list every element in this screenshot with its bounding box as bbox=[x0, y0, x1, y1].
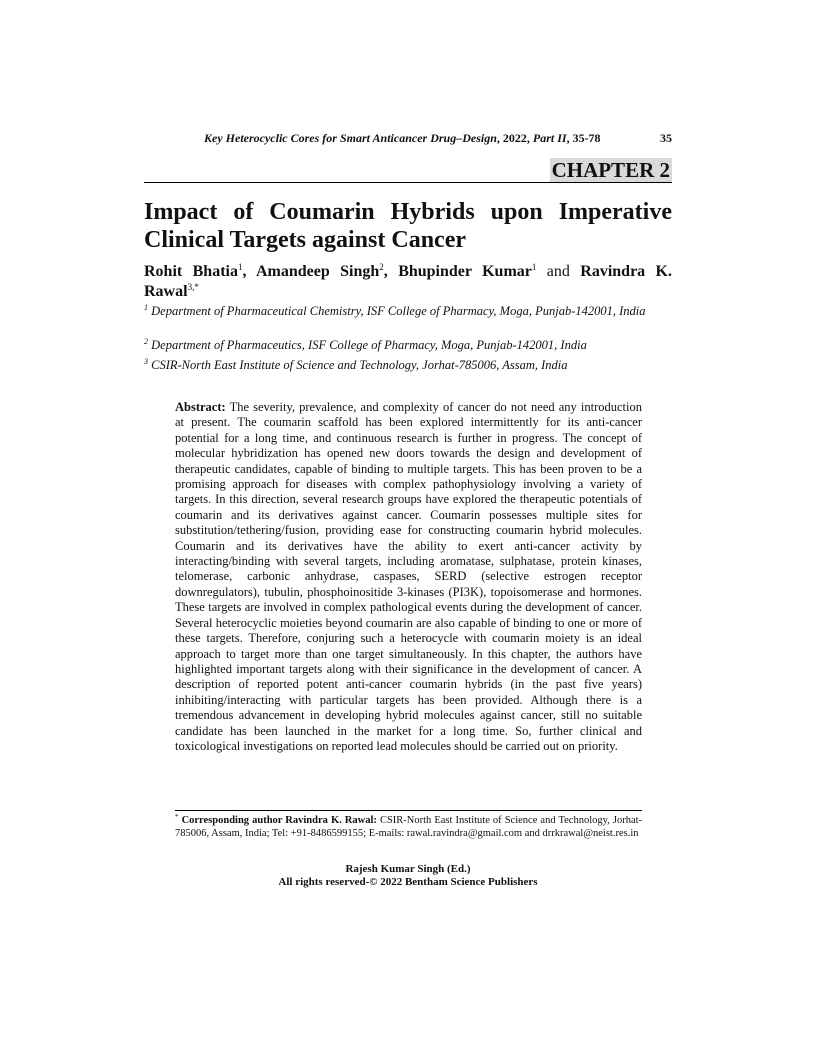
author-line-2 bbox=[144, 283, 199, 300]
abstract-label: Abstract: bbox=[175, 400, 226, 414]
affiliation-text: CSIR-North East Institute of Science and Technology, Jorhat-785006, Assam, India bbox=[151, 358, 568, 372]
book-title: Key Heterocyclic Cores for Smart Anticancer Drug–Design bbox=[204, 131, 497, 145]
author-name: Rohit Bhatia bbox=[144, 263, 238, 280]
footnote-text: CSIR-North East Institute of Science and Technology, Jorhat-785006, Assam, India; Tel: +91-8486599155; E-mails: rawal.ravindra@gmail.com and drrkrawal@neist.res.in bbox=[175, 815, 643, 840]
author-name: Ravindra K. bbox=[580, 263, 672, 280]
book-part: Part II bbox=[532, 131, 567, 145]
author-separator: , bbox=[383, 263, 399, 280]
corresponding-author-footnote bbox=[175, 814, 642, 841]
affiliation-mark: 2 bbox=[144, 337, 148, 346]
affiliation bbox=[144, 357, 672, 373]
abstract-text: The severity, prevalence, and complexity of cancer do not need any introduction at present. The coumarin scaffold has been explored intermittently for its anti-cancer potential for a long time, and continuous research is further in progress. The concept of molecular hybridization has opened new doors towards the design and development of therapeutic candidates, capable of binding to multiple targets. This has been proven to be a promising approach for diseases with complex pathophysiology involving a variety of targets. In this direction, several research groups have explored the therapeutic potentials of coumarin and its derivatives against cancer. Coumarin possesses multiple sites for substitution/tethering/fusion, providing ease for constructing coumarin hybrid molecules. Coumarin and its derivatives have the ability to exert anti-cancer activity by interacting/binding with several targets, including aromatase, sulphatase, protein kinases, telomerase, carbonic anhydrase, caspases, SERD (selective estrogen receptor downregulators), tubulin, phosphoinositide 3-kinases (PI3K), topoisomerase and hormones. These targets are involved in complex pathological events during the development of cancer. Several heterocyclic moieties beyond coumarin are also capable of binding to one or more of these targets. Therefore, conjuring such a heterocycle with coumarin moiety is an ideal approach to target more than one target simultaneously. In this chapter, the authors have highlighted important targets along with their significance in the development of cancer. A description of reported potent anti-cancer coumarin hybrids (in the past five years) inhibiting/interacting with particular targets has been provided. Although there is a tremendous advancement in developing hybrid molecules against cancer, still no suitable candidate has been launched in the market for a long time. So, further clinical and toxicological investigations on reported lead molecules should be carried out on priority. bbox=[175, 400, 643, 753]
book-pages: , 35-78 bbox=[566, 131, 601, 145]
book-citation bbox=[204, 131, 601, 146]
abstract bbox=[175, 400, 642, 754]
chapter-title bbox=[144, 198, 672, 254]
chapter-title-line-2: Clinical Targets against Cancer bbox=[144, 227, 466, 253]
page-number: 35 bbox=[660, 131, 672, 145]
running-head bbox=[144, 131, 672, 149]
footnote-mark: * bbox=[175, 813, 179, 821]
author-separator: , bbox=[242, 263, 256, 280]
publisher-credit bbox=[144, 863, 672, 889]
affiliation-mark: 1 bbox=[144, 303, 148, 312]
chapter-divider bbox=[144, 182, 672, 183]
chapter-label: CHAPTER 2 bbox=[551, 158, 670, 182]
author-name: Bhupinder Kumar bbox=[398, 263, 532, 280]
author-affiliation-mark: 1 bbox=[237, 262, 243, 272]
author-name: Rawal bbox=[144, 283, 188, 300]
author-affiliation-mark: 1 bbox=[531, 262, 537, 272]
author-line-1 bbox=[144, 262, 672, 282]
affiliation-text: Department of Pharmaceutics, ISF College of Pharmacy, Moga, Punjab-142001, India bbox=[151, 338, 587, 352]
copyright-notice: All rights reserved-© 2022 Bentham Science Publishers bbox=[278, 876, 538, 888]
affiliation bbox=[144, 337, 672, 353]
author-affiliation-mark: 2 bbox=[379, 262, 384, 272]
affiliation bbox=[144, 303, 672, 319]
footnote-label: Corresponding author Ravindra K. Rawal: bbox=[181, 815, 377, 826]
chapter-title-line-1: Impact of Coumarin Hybrids upon Imperative bbox=[144, 199, 672, 225]
author-list bbox=[144, 262, 672, 302]
editor-credit: Rajesh Kumar Singh (Ed.) bbox=[345, 863, 471, 875]
author-separator: and bbox=[536, 263, 581, 280]
affiliation-mark: 3 bbox=[144, 357, 148, 366]
affiliation-text: Department of Pharmaceutical Chemistry, ISF College of Pharmacy, Moga, Punjab-142001, India bbox=[151, 304, 646, 318]
footnote-divider bbox=[175, 810, 642, 811]
author-name: Amandeep Singh bbox=[255, 263, 380, 280]
book-year: , 2022, bbox=[496, 131, 533, 145]
author-affiliation-mark: 3,* bbox=[187, 282, 199, 292]
